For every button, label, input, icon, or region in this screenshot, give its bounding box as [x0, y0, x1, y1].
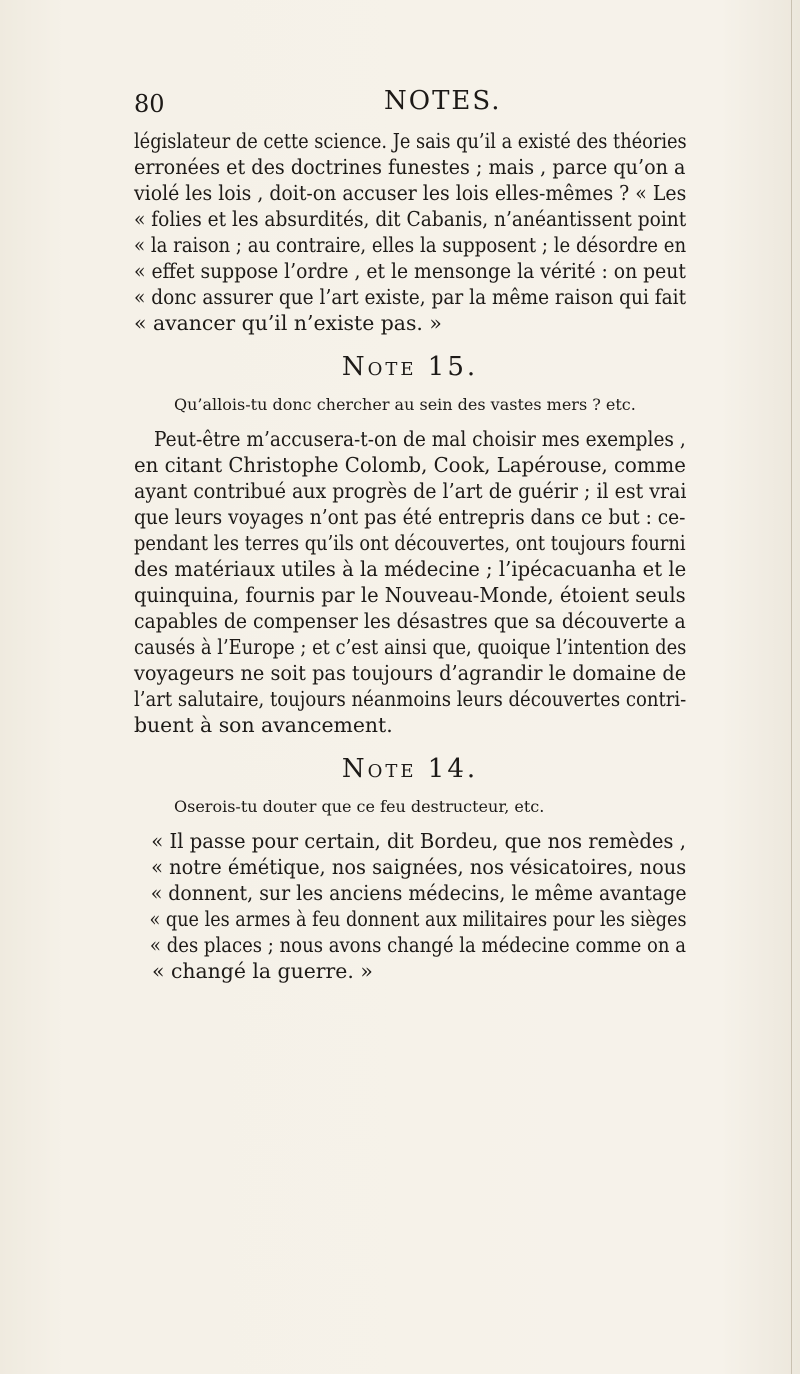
- note-14-heading: Note 14.: [341, 754, 479, 784]
- note-14-epigraph: Oserois-tu douter que ce feu destructeur, etc.: [174, 797, 545, 816]
- text-line: « que les armes à feu donnent aux militaires pour les sièges: [149, 907, 687, 931]
- text-line: l’art salutaire, toujours néanmoins leurs découvertes contri-: [134, 687, 687, 711]
- text-line: « la raison ; au contraire, elles la supposent ; le désordre en: [134, 233, 687, 257]
- text-line: en citant Christophe Colomb, Cook, Lapérouse, comme: [134, 453, 686, 477]
- text-line: erronées et des doctrines funestes ; mais , parce qu’on a: [134, 155, 686, 179]
- text-line: « donnent, sur les anciens médecins, le même avantage: [150, 881, 687, 905]
- page-number: 80: [134, 90, 165, 118]
- text-line: des matériaux utiles à la médecine ; l’ipécacuanha et le: [134, 557, 687, 581]
- text-line: « des places ; nous avons changé la médecine comme on a: [149, 933, 687, 957]
- text-line: Peut-être m’accusera-t-on de mal choisir mes exemples ,: [153, 427, 686, 451]
- text-line: législateur de cette science. Je sais qu’il a existé des théories: [134, 129, 687, 153]
- text-line: « notre émétique, nos saignées, nos vésicatoires, nous: [151, 855, 687, 879]
- text-line: « effet suppose l’ordre , et le mensonge la vérité : on peut: [134, 259, 686, 283]
- note-15-epigraph: Qu’allois-tu donc chercher au sein des vastes mers ? etc.: [174, 395, 636, 414]
- text-line: que leurs voyages n’ont pas été entrepris dans ce but : ce-: [134, 505, 686, 529]
- text-line: capables de compenser les désastres que sa découverte a: [134, 609, 686, 633]
- text-line: « donc assurer que l’art existe, par la même raison qui fait: [134, 285, 687, 309]
- text-line: « avancer qu’il n’existe pas. »: [134, 311, 442, 335]
- text-line: voyageurs ne soit pas toujours d’agrandir le domaine de: [134, 661, 687, 685]
- paragraph-continuation: [134, 128, 686, 336]
- text-line: violé les lois , doit-on accuser les lois elles-mêmes ? « Les: [134, 181, 687, 205]
- note-15-heading: Note 15.: [341, 352, 479, 382]
- running-title: NOTES.: [384, 86, 502, 116]
- note-14-text: [134, 828, 686, 984]
- page-edge: [791, 0, 792, 1374]
- text-line: « Il passe pour certain, dit Bordeu, que nos remèdes ,: [151, 829, 686, 853]
- text-line: quinquina, fournis par le Nouveau-Monde, étoient seuls: [134, 583, 686, 607]
- text-line: causés à l’Europe ; et c’est ainsi que, quoique l’intention des: [134, 635, 687, 659]
- page-body: [134, 128, 686, 984]
- page-header: [134, 86, 694, 126]
- text-line: buent à son avancement.: [134, 713, 393, 737]
- text-line: « folies et les absurdités, dit Cabanis, n’anéantissent point: [134, 207, 687, 231]
- text-line: ayant contribué aux progrès de l’art de guérir ; il est vrai: [134, 479, 687, 503]
- text-line: pendant les terres qu’ils ont découvertes, ont toujours fourni: [134, 531, 686, 555]
- note-15-text: [134, 426, 686, 738]
- text-line: « changé la guerre. »: [152, 959, 373, 983]
